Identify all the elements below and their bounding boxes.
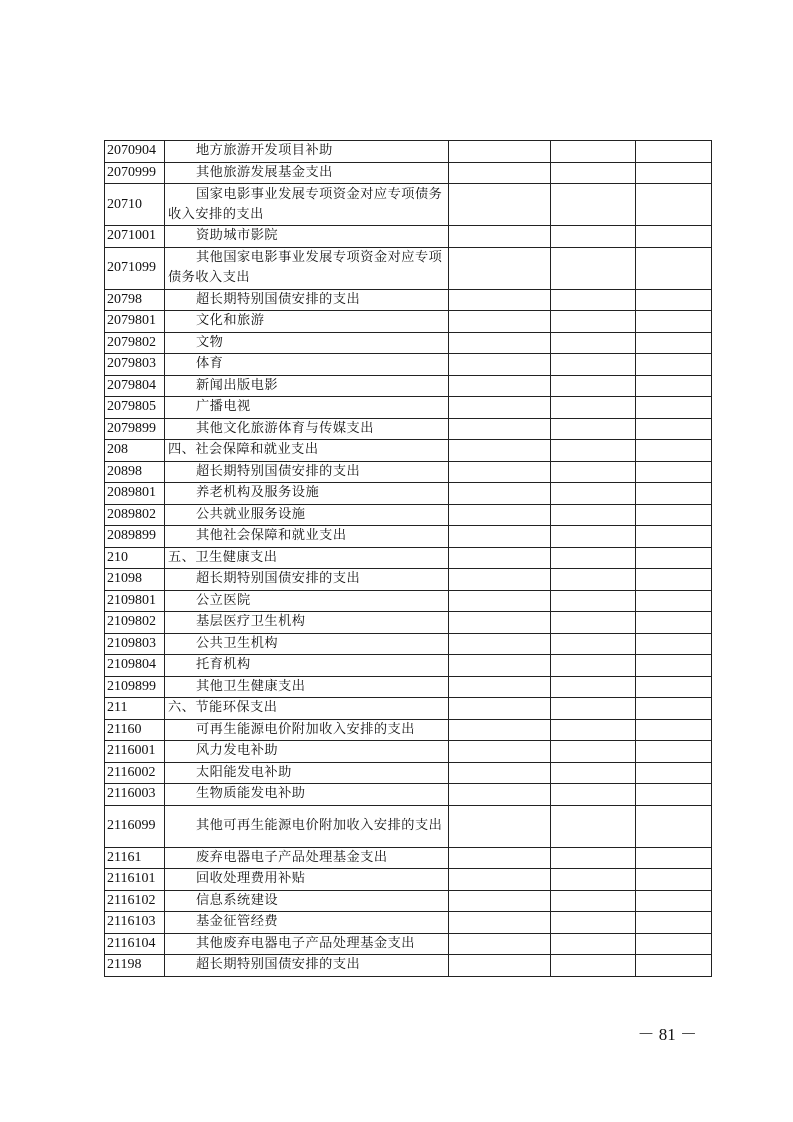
- subject-name-cell: 其他可再生能源电价附加收入安排的支出: [165, 805, 449, 847]
- amount-cell: [636, 933, 712, 955]
- amount-cell: [636, 890, 712, 912]
- amount-cell: [449, 847, 551, 869]
- amount-cell: [449, 955, 551, 977]
- subject-name-cell: 废弃电器电子产品处理基金支出: [165, 847, 449, 869]
- table-row: [105, 741, 712, 763]
- amount-cell: [636, 184, 712, 226]
- amount-cell: [551, 418, 636, 440]
- amount-cell: [551, 741, 636, 763]
- amount-cell: [551, 247, 636, 289]
- amount-cell: [551, 612, 636, 634]
- amount-cell: [636, 869, 712, 891]
- subject-name-cell: 其他卫生健康支出: [165, 676, 449, 698]
- amount-cell: [636, 847, 712, 869]
- subject-code-cell: 2079801: [105, 311, 165, 333]
- subject-name-cell: 其他旅游发展基金支出: [165, 162, 449, 184]
- amount-cell: [636, 162, 712, 184]
- subject-code-cell: 2079802: [105, 332, 165, 354]
- amount-cell: [449, 719, 551, 741]
- amount-cell: [449, 590, 551, 612]
- subject-name-cell: 广播电视: [165, 397, 449, 419]
- subject-code-cell: 2070999: [105, 162, 165, 184]
- table-row: [105, 397, 712, 419]
- subject-name-cell: 超长期特别国债安排的支出: [165, 955, 449, 977]
- table-row: [105, 847, 712, 869]
- table-row: [105, 805, 712, 847]
- amount-cell: [636, 483, 712, 505]
- amount-cell: [449, 354, 551, 376]
- amount-cell: [449, 440, 551, 462]
- table-row: [105, 141, 712, 163]
- amount-cell: [551, 655, 636, 677]
- amount-cell: [551, 547, 636, 569]
- subject-code-cell: 2071001: [105, 226, 165, 248]
- amount-cell: [449, 162, 551, 184]
- amount-cell: [551, 375, 636, 397]
- subject-code-cell: 2089801: [105, 483, 165, 505]
- subject-name-cell: 回收处理费用补贴: [165, 869, 449, 891]
- table-row: [105, 762, 712, 784]
- subject-name-cell: 其他文化旅游体育与传媒支出: [165, 418, 449, 440]
- amount-cell: [551, 569, 636, 591]
- subject-code-cell: 2116002: [105, 762, 165, 784]
- amount-cell: [551, 847, 636, 869]
- subject-code-cell: 21098: [105, 569, 165, 591]
- amount-cell: [551, 890, 636, 912]
- subject-name-cell: 太阳能发电补助: [165, 762, 449, 784]
- amount-cell: [636, 698, 712, 720]
- amount-cell: [636, 247, 712, 289]
- amount-cell: [551, 933, 636, 955]
- subject-name-cell: 风力发电补助: [165, 741, 449, 763]
- amount-cell: [551, 184, 636, 226]
- amount-cell: [449, 569, 551, 591]
- amount-cell: [551, 869, 636, 891]
- subject-name-cell: 公共就业服务设施: [165, 504, 449, 526]
- table-row: [105, 289, 712, 311]
- subject-name-cell: 超长期特别国债安排的支出: [165, 461, 449, 483]
- amount-cell: [636, 741, 712, 763]
- table-row: [105, 655, 712, 677]
- subject-code-cell: 2089802: [105, 504, 165, 526]
- amount-cell: [636, 633, 712, 655]
- table-row: [105, 955, 712, 977]
- amount-cell: [449, 461, 551, 483]
- amount-cell: [449, 504, 551, 526]
- amount-cell: [636, 332, 712, 354]
- amount-cell: [449, 375, 551, 397]
- amount-cell: [551, 397, 636, 419]
- subject-code-cell: 2109804: [105, 655, 165, 677]
- amount-cell: [449, 311, 551, 333]
- subject-name-cell: 五、卫生健康支出: [165, 547, 449, 569]
- subject-code-cell: 20798: [105, 289, 165, 311]
- subject-code-cell: 2079803: [105, 354, 165, 376]
- subject-name-cell: 其他国家电影事业发展专项资金对应专项债务收入支出: [165, 247, 449, 289]
- table-row: [105, 869, 712, 891]
- table-row: [105, 698, 712, 720]
- amount-cell: [449, 483, 551, 505]
- amount-cell: [551, 676, 636, 698]
- table-row: [105, 184, 712, 226]
- amount-cell: [551, 784, 636, 806]
- subject-name-cell: 可再生能源电价附加收入安排的支出: [165, 719, 449, 741]
- amount-cell: [636, 676, 712, 698]
- amount-cell: [551, 440, 636, 462]
- subject-code-cell: 21161: [105, 847, 165, 869]
- amount-cell: [449, 633, 551, 655]
- amount-cell: [449, 912, 551, 934]
- budget-table: [104, 140, 712, 977]
- subject-code-cell: 2116102: [105, 890, 165, 912]
- table-row: [105, 719, 712, 741]
- amount-cell: [551, 483, 636, 505]
- amount-cell: [551, 719, 636, 741]
- amount-cell: [636, 289, 712, 311]
- table-row: [105, 633, 712, 655]
- table-row: [105, 375, 712, 397]
- amount-cell: [551, 226, 636, 248]
- amount-cell: [551, 504, 636, 526]
- table-row: [105, 912, 712, 934]
- subject-name-cell: 文物: [165, 332, 449, 354]
- amount-cell: [636, 805, 712, 847]
- subject-name-cell: 六、节能环保支出: [165, 698, 449, 720]
- amount-cell: [636, 311, 712, 333]
- table-row: [105, 440, 712, 462]
- amount-cell: [636, 354, 712, 376]
- subject-name-cell: 体育: [165, 354, 449, 376]
- subject-code-cell: 2116001: [105, 741, 165, 763]
- subject-code-cell: 2071099: [105, 247, 165, 289]
- table-body: [105, 141, 712, 977]
- subject-name-cell: 生物质能发电补助: [165, 784, 449, 806]
- subject-code-cell: 2116104: [105, 933, 165, 955]
- amount-cell: [449, 184, 551, 226]
- amount-cell: [551, 762, 636, 784]
- amount-cell: [449, 526, 551, 548]
- amount-cell: [551, 526, 636, 548]
- amount-cell: [449, 698, 551, 720]
- table-row: [105, 676, 712, 698]
- amount-cell: [449, 805, 551, 847]
- table-row: [105, 590, 712, 612]
- table-row: [105, 226, 712, 248]
- amount-cell: [551, 805, 636, 847]
- subject-code-cell: 20710: [105, 184, 165, 226]
- amount-cell: [551, 461, 636, 483]
- amount-cell: [551, 912, 636, 934]
- amount-cell: [636, 141, 712, 163]
- table-row: [105, 418, 712, 440]
- table-row: [105, 526, 712, 548]
- subject-code-cell: 2109803: [105, 633, 165, 655]
- amount-cell: [551, 289, 636, 311]
- subject-name-cell: 基金征管经费: [165, 912, 449, 934]
- amount-cell: [551, 633, 636, 655]
- subject-code-cell: 2109801: [105, 590, 165, 612]
- amount-cell: [636, 762, 712, 784]
- amount-cell: [449, 676, 551, 698]
- amount-cell: [449, 869, 551, 891]
- subject-name-cell: 公立医院: [165, 590, 449, 612]
- subject-name-cell: 四、社会保障和就业支出: [165, 440, 449, 462]
- subject-name-cell: 超长期特别国债安排的支出: [165, 289, 449, 311]
- amount-cell: [551, 162, 636, 184]
- amount-cell: [551, 354, 636, 376]
- table-row: [105, 933, 712, 955]
- amount-cell: [636, 461, 712, 483]
- subject-name-cell: 公共卫生机构: [165, 633, 449, 655]
- subject-code-cell: 2089899: [105, 526, 165, 548]
- amount-cell: [449, 890, 551, 912]
- amount-cell: [449, 141, 551, 163]
- subject-code-cell: 2109802: [105, 612, 165, 634]
- subject-code-cell: 2079804: [105, 375, 165, 397]
- amount-cell: [636, 612, 712, 634]
- subject-code-cell: 21160: [105, 719, 165, 741]
- subject-code-cell: 2109899: [105, 676, 165, 698]
- subject-code-cell: 2116103: [105, 912, 165, 934]
- subject-code-cell: 2070904: [105, 141, 165, 163]
- amount-cell: [449, 741, 551, 763]
- amount-cell: [449, 933, 551, 955]
- amount-cell: [636, 547, 712, 569]
- subject-code-cell: 211: [105, 698, 165, 720]
- table-row: [105, 784, 712, 806]
- table-row: [105, 354, 712, 376]
- amount-cell: [636, 590, 712, 612]
- table-row: [105, 461, 712, 483]
- table-row: [105, 311, 712, 333]
- amount-cell: [449, 612, 551, 634]
- subject-name-cell: 地方旅游开发项目补助: [165, 141, 449, 163]
- amount-cell: [636, 955, 712, 977]
- amount-cell: [449, 332, 551, 354]
- amount-cell: [449, 418, 551, 440]
- table-row: [105, 547, 712, 569]
- amount-cell: [636, 784, 712, 806]
- subject-name-cell: 其他废弃电器电子产品处理基金支出: [165, 933, 449, 955]
- subject-code-cell: 2079899: [105, 418, 165, 440]
- subject-name-cell: 资助城市影院: [165, 226, 449, 248]
- amount-cell: [449, 762, 551, 784]
- amount-cell: [551, 590, 636, 612]
- subject-code-cell: 21198: [105, 955, 165, 977]
- amount-cell: [636, 504, 712, 526]
- amount-cell: [449, 397, 551, 419]
- amount-cell: [636, 418, 712, 440]
- amount-cell: [551, 698, 636, 720]
- table-row: [105, 483, 712, 505]
- table-row: [105, 247, 712, 289]
- subject-name-cell: 文化和旅游: [165, 311, 449, 333]
- subject-code-cell: 2079805: [105, 397, 165, 419]
- table-row: [105, 504, 712, 526]
- amount-cell: [636, 655, 712, 677]
- subject-name-cell: 基层医疗卫生机构: [165, 612, 449, 634]
- subject-code-cell: 20898: [105, 461, 165, 483]
- amount-cell: [636, 719, 712, 741]
- amount-cell: [449, 547, 551, 569]
- amount-cell: [551, 332, 636, 354]
- subject-name-cell: 超长期特别国债安排的支出: [165, 569, 449, 591]
- amount-cell: [636, 569, 712, 591]
- amount-cell: [636, 397, 712, 419]
- amount-cell: [551, 141, 636, 163]
- subject-code-cell: 2116101: [105, 869, 165, 891]
- amount-cell: [449, 289, 551, 311]
- subject-name-cell: 其他社会保障和就业支出: [165, 526, 449, 548]
- amount-cell: [449, 784, 551, 806]
- subject-name-cell: 信息系统建设: [165, 890, 449, 912]
- subject-name-cell: 托育机构: [165, 655, 449, 677]
- table-row: [105, 890, 712, 912]
- table-row: [105, 332, 712, 354]
- amount-cell: [636, 440, 712, 462]
- table-row: [105, 162, 712, 184]
- amount-cell: [449, 226, 551, 248]
- amount-cell: [636, 226, 712, 248]
- subject-code-cell: 2116099: [105, 805, 165, 847]
- subject-name-cell: 新闻出版电影: [165, 375, 449, 397]
- amount-cell: [551, 955, 636, 977]
- amount-cell: [551, 311, 636, 333]
- amount-cell: [449, 247, 551, 289]
- subject-code-cell: 208: [105, 440, 165, 462]
- amount-cell: [636, 526, 712, 548]
- amount-cell: [636, 375, 712, 397]
- subject-code-cell: 2116003: [105, 784, 165, 806]
- page-number: － 81 －: [637, 1025, 697, 1044]
- subject-code-cell: 210: [105, 547, 165, 569]
- amount-cell: [636, 912, 712, 934]
- subject-name-cell: 养老机构及服务设施: [165, 483, 449, 505]
- subject-name-cell: 国家电影事业发展专项资金对应专项债务收入安排的支出: [165, 184, 449, 226]
- table-row: [105, 569, 712, 591]
- amount-cell: [449, 655, 551, 677]
- table-row: [105, 612, 712, 634]
